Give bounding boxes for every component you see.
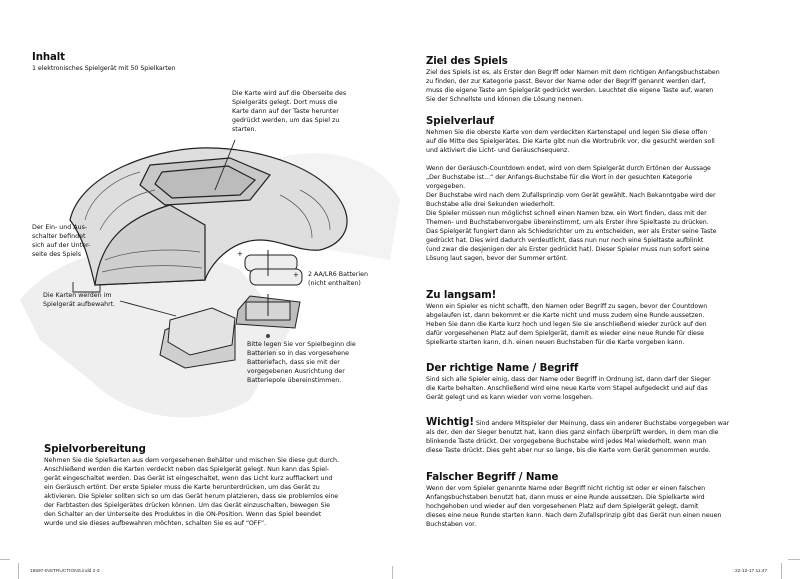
gameplay-section: [426, 116, 717, 263]
callout-line: Bitte legen Sie vor Spielbeginn die: [247, 341, 356, 348]
paragraph-line: als der, den der Sieger benutzt hat, kann dies ganz einfach überprüft werden, in dem man die: [426, 429, 719, 436]
paragraph-line: Themen- und Buchstabenvorgabe übereinstimmt, um als Erster ihre Spieltaste zu drücken.: [426, 219, 709, 226]
goal-section: [426, 56, 720, 104]
paragraph-line: ein Geräusch ertönt. Der erste Spieler muss die Karte herunterdrücken, um das Gerät zu: [44, 484, 320, 491]
callout-line: Batterien so in das vorgesehene: [247, 350, 350, 357]
too-slow-title: Zu langsam!: [426, 290, 497, 301]
paragraph-line: den Schalter an der Unterseite des Produktes in die ON-Position. Wenn das Spiel beendet: [44, 511, 322, 518]
gameplay-title: Spielverlauf: [426, 116, 494, 127]
paragraph-line: Buchstaben vor.: [426, 521, 477, 528]
paragraph-line: gedrückt hat. Dies wird dadurch verdeutlicht, dass nun nur noch eine Spieltaste aufblinkt: [426, 237, 704, 244]
paragraph-line: Das Spielgerät fungiert dann als Schiedsrichter um zu entscheiden, wer als Erster seine Taste: [426, 228, 717, 235]
footer-timestamp: 22-12-17 11:47: [735, 569, 768, 574]
paragraph-line: Wenn der vom Spieler genannte Name oder Begriff nicht richtig ist oder er einen falschen: [426, 485, 706, 492]
correct-section: [426, 363, 710, 402]
preparation-section: [44, 444, 339, 528]
preparation-title: Spielvorbereitung: [44, 444, 146, 455]
callout-line: Der Ein- und Aus-: [32, 224, 88, 231]
paragraph-line: dieses eine neue Runde starten kann. Nach dem Zufallsprinzip gibt das Gerät nun einen neuen: [426, 512, 722, 519]
battery-plus-sign: +: [237, 250, 243, 258]
callout-line: Spielgerät aufbewahrt.: [43, 301, 116, 308]
callout-line: (nicht enthalten): [308, 280, 361, 287]
paragraph-line: Gerät gelegt und es kann wieder von vorne losgehen.: [426, 394, 593, 401]
paragraph-line: die Karte behalten. Anschließend wird eine neue Karte vom Stapel aufgedeckt und auf das: [426, 385, 708, 392]
paragraph-line: diese Taste drückt. Dies geht aber nur so lange, bis die Karte vom Gerät genommen wurde.: [426, 447, 711, 454]
paragraph-line: Wenn der Geräusch-Countdown endet, wird von dem Spielgerät durch Ertönen der Aussage: [426, 165, 711, 172]
paragraph-line: Ziel des Spiels ist es, als Erster den Begriff oder Namen mit dem richtigen Anfangsbuchstaben: [426, 69, 720, 76]
paragraph-line: Die Spieler müssen nun möglichst schnell einen Namen bzw. ein Wort finden, dass mit der: [426, 210, 707, 217]
paragraph-line: muss die eigene Taste am Spielgerät gedrückt werden. Leuchtet die eigene Taste auf, waren: [426, 87, 714, 94]
crop-mark: [788, 559, 800, 560]
paragraph-line: gerät eingeschaltet werden. Das Gerät ist eingeschaltet, wenn das Licht kurz aufflackert und: [44, 475, 333, 482]
paragraph-line: dafür vorgesehenen Platz auf dem Spielgerät, damit es wieder eine neue Runde für diese: [426, 330, 704, 337]
correct-title: Der richtige Name / Begriff: [426, 363, 579, 374]
callout-line: Karte dann auf der Taste herunter: [232, 108, 339, 115]
paragraph-line: Nehmen Sie die oberste Karte von dem verdeckten Kartenstapel und legen Sie diese offen: [426, 129, 708, 136]
paragraph-line: abgelaufen ist, dann bekommt er die Karte nicht und muss zudem eine Runde aussetzen.: [426, 312, 705, 319]
callout-line: schalter befindet: [32, 233, 86, 240]
callout-line: starten.: [232, 126, 257, 133]
callout-line: Batteriepole übereinstimmen.: [247, 377, 342, 384]
paragraph-line: Nehmen Sie die Spielkarten aus dem vorgesehenen Behälter und mischen Sie diese gut durch.: [44, 457, 339, 464]
important-first-line: Sind andere Mitspieler der Meinung, dass ein anderer Buchstabe vorgegeben war: [473, 420, 730, 427]
callout-line: Die Karten werden im: [43, 292, 112, 299]
paragraph-line: zu finden, der zur Kategorie passt. Bevor der Name oder der Begriff genannt werden darf,: [426, 78, 706, 85]
callout-card-top: [232, 89, 346, 134]
callout-line: Spielgeräts gelegt. Dort muss die: [232, 99, 338, 106]
contents-text: 1 elektronisches Spielgerät mit 50 Spielkarten: [32, 65, 176, 72]
crop-mark: [781, 563, 782, 579]
callout-line: Die Karte wird auf die Oberseite des: [232, 90, 347, 97]
paragraph-line: Anfangsbuchstaben benutzt hat, dann muss er eine Runde aussetzen. Die Spielkarte wird: [426, 494, 705, 501]
crop-mark: [18, 563, 19, 579]
paragraph-line: Wenn ein Spieler es nicht schafft, den Namen oder Begriff zu sagen, bevor der Countdown: [426, 303, 708, 310]
paragraph-line: (und zwar die desjenigen der als Erster gedrückt hat). Dieser Spieler muss nun sofort seine: [426, 246, 710, 253]
crop-mark: [0, 559, 10, 560]
crop-mark: [392, 566, 393, 579]
paragraph-line: hochgehoben und wieder auf den vorgesehenen Platz auf dem Spielgerät gelegt, damit: [426, 503, 699, 510]
goal-title: Ziel des Spiels: [426, 56, 508, 67]
battery-plus-sign-2: +: [293, 271, 299, 279]
wrong-section: [426, 472, 721, 529]
important-label: Wichtig!: [426, 417, 474, 428]
paragraph-line: aktivieren. Die Spieler sollten sich so um das Gerät herum platzieren, dass sie problemlos eine: [44, 493, 339, 500]
paragraph-line: auf die Mitte des Spielgerätes. Die Karte gibt nun die Wortrubrik vor, die gesucht werden soll: [426, 138, 715, 145]
paragraph-line: „Der Buchstabe ist...“ der Anfangs-Buchstabe für die Wort in der gesuchten Kategorie: [426, 174, 693, 181]
paragraph-line: blinkende Taste drückt. Der vorgegebene Buchstabe wird jedes Mal wiederholt, wenn man: [426, 438, 707, 445]
callout-batteries: [308, 270, 368, 288]
paragraph-line: und aktiviert die Licht- und Geräuschsequenz.: [426, 147, 570, 154]
paragraph-line: Anschließend werden die Karten verdeckt neben das Spielgerät gelegt. Nun kann das Spiel-: [44, 466, 329, 473]
paragraph-line: Spielkarte starten kann, d.h. einen neuen Buchstaben für die Karte vorgeben kann.: [426, 339, 685, 346]
wrong-title: Falscher Begriff / Name: [426, 472, 559, 483]
callout-line: gedrückt werden, um das Spiel zu: [232, 117, 340, 124]
paragraph-line: wurde und sie dieses aufbewahren möchten, schalten Sie es auf “OFF”.: [44, 520, 267, 527]
callout-battery-note: [247, 340, 356, 385]
paragraph-line: vorgegeben.: [426, 183, 466, 190]
callout-line: vorgegebenen Ausrichtung der: [247, 368, 345, 375]
footer-filename: 19597-INSTRUCTIONS.indd 2-3: [30, 569, 100, 574]
callout-line: seite des Spiels: [32, 251, 82, 258]
too-slow-section: [426, 290, 707, 347]
callout-card-storage: [43, 291, 115, 309]
important-section: [426, 418, 729, 455]
callout-line: sich auf der Unter-: [32, 242, 91, 249]
paragraph-line: der Farbtasten des Spielgerätes drücken können. Um das Gerät einzuschalten, bewegen Sie: [44, 502, 330, 509]
paragraph-line: Lösung laut sagen, bevor der Summer ertönt.: [426, 255, 568, 262]
paragraph-line: Sind sich alle Spieler einig, dass der Name oder Begriff in Ordnung ist, dann darf der Sieger: [426, 376, 711, 383]
contents-title: Inhalt: [32, 52, 65, 63]
paragraph-line: Sie der Schnellste und können die Lösung nennen.: [426, 96, 584, 103]
paragraph-line: Heben Sie dann die Karte kurz hoch und legen Sie sie anschließend wieder zurück auf den: [426, 321, 707, 328]
callout-line: 2 AA/LR6 Batterien: [308, 271, 369, 278]
callout-switch: [32, 223, 90, 259]
paragraph-line: Buchstabe alle drei Sekunden wiederholt.: [426, 201, 555, 208]
paragraph-line: Der Buchstabe wird nach dem Zufallsprinzip vom Gerät gewählt. Nach Bekanntgabe wird der: [426, 192, 716, 199]
callout-line: Batteriefach, dass sie mit der: [247, 359, 340, 366]
